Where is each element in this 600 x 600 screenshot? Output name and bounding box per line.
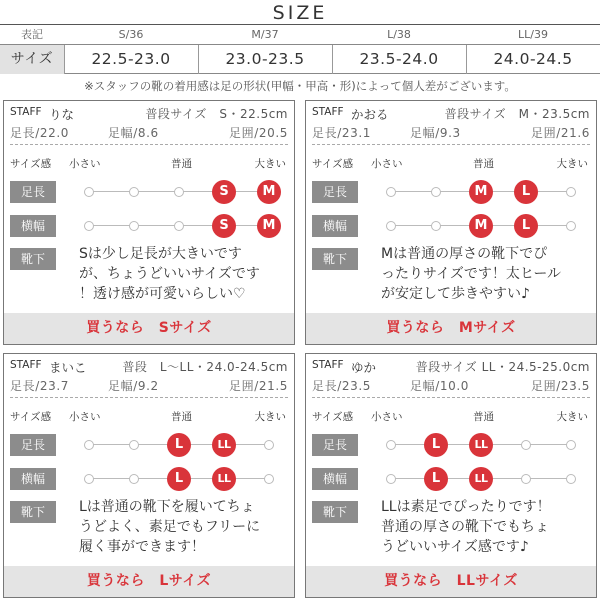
staff-label: STAFF [312, 359, 344, 371]
comment-line: Mは普通の厚さの靴下でぴ [381, 246, 548, 262]
scale-dot [84, 221, 94, 231]
scale-dot [129, 474, 139, 484]
comment-line: 履く事ができます！ [79, 539, 205, 555]
size-mark: L [424, 467, 448, 491]
row-tag-socks: 靴下 [312, 501, 358, 523]
staff-header [10, 358, 288, 374]
scale-normal-label: 普通 [171, 158, 192, 170]
row-tag-socks: 靴下 [10, 248, 56, 270]
staff-name: ゆか [351, 360, 377, 375]
scale-small-label: 小さい [69, 158, 101, 170]
size-feel-label: サイズ感 [10, 158, 52, 170]
comment-line: Sは少し足長が大きいです [79, 246, 242, 262]
foot-length: 足長/23.5 [312, 379, 371, 393]
length-scale [84, 433, 274, 457]
scale-dot [386, 221, 396, 231]
comment-line: うどよく、素足でもフリーに [79, 519, 261, 535]
usual-size: 普段サイズ LL・24.5-25.0cm [415, 360, 590, 374]
row-tag-width: 横幅 [10, 468, 56, 490]
row-tag-socks: 靴下 [10, 501, 56, 523]
comment-line: 普通の厚さの靴下でもちょ [381, 519, 549, 535]
comment-line: LLは素足でぴったりです！ [381, 499, 551, 515]
scale-dot [129, 221, 139, 231]
foot-girth: 足囲/23.5 [531, 379, 590, 393]
scale-small-label: 小さい [371, 411, 403, 423]
scale-dot [264, 474, 274, 484]
scale-normal-label: 普通 [473, 411, 494, 423]
foot-girth: 足囲/21.6 [531, 126, 590, 140]
comment-line: が安定して歩きやすい♪ [381, 286, 530, 302]
size-value-row [0, 44, 600, 74]
size-mark: L [514, 214, 538, 238]
staff-name: まいこ [49, 360, 87, 375]
size-mark: LL [469, 433, 493, 457]
staff-header [10, 105, 288, 121]
staff-comment [381, 497, 593, 557]
size-label-row [0, 26, 600, 44]
foot-measurements [10, 124, 288, 140]
comment-line: Lは普通の靴下を履いてちょ [79, 499, 255, 515]
usual-size: 普段サイズ S・22.5cm [145, 107, 288, 121]
scale-dot [386, 474, 396, 484]
staff-card [305, 100, 597, 345]
row-tag-length: 足長 [312, 181, 358, 203]
row-tag-width: 横幅 [312, 215, 358, 237]
staff-name: かおる [351, 107, 389, 122]
foot-length: 足長/23.1 [312, 126, 371, 140]
foot-width: 足幅/10.0 [410, 379, 469, 393]
comment-line: ！透け感が可愛いらしい♡ [79, 286, 246, 302]
staff-label: STAFF [312, 106, 344, 118]
size-mark: L [167, 467, 191, 491]
scale-big-label: 大きい [556, 158, 588, 170]
size-mark: M [257, 180, 281, 204]
page-title: SIZE [272, 2, 328, 24]
size-mark: L [514, 180, 538, 204]
length-scale [84, 180, 274, 204]
staff-comment [381, 244, 593, 304]
size-mark: L [167, 433, 191, 457]
size-header-size: サイズ [0, 45, 64, 74]
dashed-divider [10, 397, 288, 398]
dashed-divider [10, 144, 288, 145]
size-mark: LL [212, 467, 236, 491]
size-label-l: L/38 [387, 28, 411, 41]
scale-dot [521, 440, 531, 450]
size-range-l: 23.5-24.0 [359, 50, 439, 68]
comment-line: が、ちょうどいいサイズです [79, 266, 260, 282]
width-scale [84, 467, 274, 491]
staff-label: STAFF [10, 359, 42, 371]
dashed-divider [312, 397, 590, 398]
staff-comment [79, 244, 291, 304]
scale-dot [174, 221, 184, 231]
staff-comment [79, 497, 291, 557]
scale-dot [84, 187, 94, 197]
size-mark: L [424, 433, 448, 457]
size-mark: S [212, 180, 236, 204]
size-range-ll: 24.0-24.5 [493, 50, 573, 68]
size-mark: LL [212, 433, 236, 457]
scale-big-label: 大きい [556, 411, 588, 423]
size-mark: M [469, 214, 493, 238]
foot-girth: 足囲/20.5 [229, 126, 288, 140]
foot-length: 足長/22.0 [10, 126, 69, 140]
scale-big-label: 大きい [254, 158, 286, 170]
size-feel-label: サイズ感 [312, 158, 354, 170]
foot-width: 足幅/8.6 [108, 126, 159, 140]
foot-measurements [312, 124, 590, 140]
foot-length: 足長/23.7 [10, 379, 69, 393]
scale-small-label: 小さい [371, 158, 403, 170]
row-tag-length: 足長 [10, 181, 56, 203]
foot-measurements [312, 377, 590, 393]
scale-dot [566, 474, 576, 484]
staff-header [312, 105, 590, 121]
foot-girth: 足囲/21.5 [229, 379, 288, 393]
size-mark: S [212, 214, 236, 238]
scale-dot [566, 440, 576, 450]
staff-label: STAFF [10, 106, 42, 118]
size-mark: M [469, 180, 493, 204]
width-scale [386, 467, 576, 491]
foot-width: 足幅/9.2 [108, 379, 159, 393]
recommendation-bar: 買うなら Mサイズ [306, 313, 596, 344]
recommendation-bar: 買うなら Sサイズ [4, 313, 294, 344]
scale-big-label: 大きい [254, 411, 286, 423]
size-mark: M [257, 214, 281, 238]
size-feel-label: サイズ感 [312, 411, 354, 423]
size-mark: LL [469, 467, 493, 491]
scale-dot [264, 440, 274, 450]
scale-normal-label: 普通 [171, 411, 192, 423]
scale-dot [386, 187, 396, 197]
staff-header [312, 358, 590, 374]
row-tag-length: 足長 [312, 434, 358, 456]
scale-dot [84, 474, 94, 484]
width-scale [386, 214, 576, 238]
scale-dot [129, 440, 139, 450]
row-tag-socks: 靴下 [312, 248, 358, 270]
row-tag-length: 足長 [10, 434, 56, 456]
foot-width: 足幅/9.3 [410, 126, 461, 140]
recommendation-bar: 買うなら Lサイズ [4, 566, 294, 597]
width-scale [84, 214, 274, 238]
comment-line: ったりサイズです！太ヒール [381, 266, 562, 282]
scale-dot [174, 187, 184, 197]
staff-card [3, 100, 295, 345]
scale-dot [521, 474, 531, 484]
size-label-ll: LL/39 [518, 28, 548, 41]
scale-dot [431, 187, 441, 197]
staff-name: りな [49, 107, 75, 122]
scale-dot [129, 187, 139, 197]
scale-dot [431, 221, 441, 231]
comment-line: うどいいサイズ感です♪ [381, 539, 529, 555]
usual-size: 普段サイズ M・23.5cm [444, 107, 590, 121]
staff-card [3, 353, 295, 598]
row-tag-width: 横幅 [10, 215, 56, 237]
size-header-notation: 表記 [21, 28, 43, 41]
size-range-s: 22.5-23.0 [91, 50, 171, 68]
recommendation-bar: 買うなら LLサイズ [306, 566, 596, 597]
size-feel-label: サイズ感 [10, 411, 52, 423]
length-scale [386, 433, 576, 457]
scale-dot [566, 221, 576, 231]
fit-disclaimer: ※スタッフの靴の着用感は足の形状(甲幅・甲高・形)によって個人差がございます。 [84, 79, 516, 93]
scale-normal-label: 普通 [473, 158, 494, 170]
foot-measurements [10, 377, 288, 393]
scale-small-label: 小さい [69, 411, 101, 423]
size-range-m: 23.0-23.5 [225, 50, 305, 68]
row-tag-width: 横幅 [312, 468, 358, 490]
scale-dot [386, 440, 396, 450]
size-label-m: M/37 [251, 28, 279, 41]
title-divider [0, 24, 600, 25]
size-label-s: S/36 [118, 28, 144, 41]
dashed-divider [312, 144, 590, 145]
scale-dot [566, 187, 576, 197]
scale-dot [84, 440, 94, 450]
staff-card [305, 353, 597, 598]
length-scale [386, 180, 576, 204]
usual-size: 普段 L〜LL・24.0-24.5cm [122, 360, 288, 374]
